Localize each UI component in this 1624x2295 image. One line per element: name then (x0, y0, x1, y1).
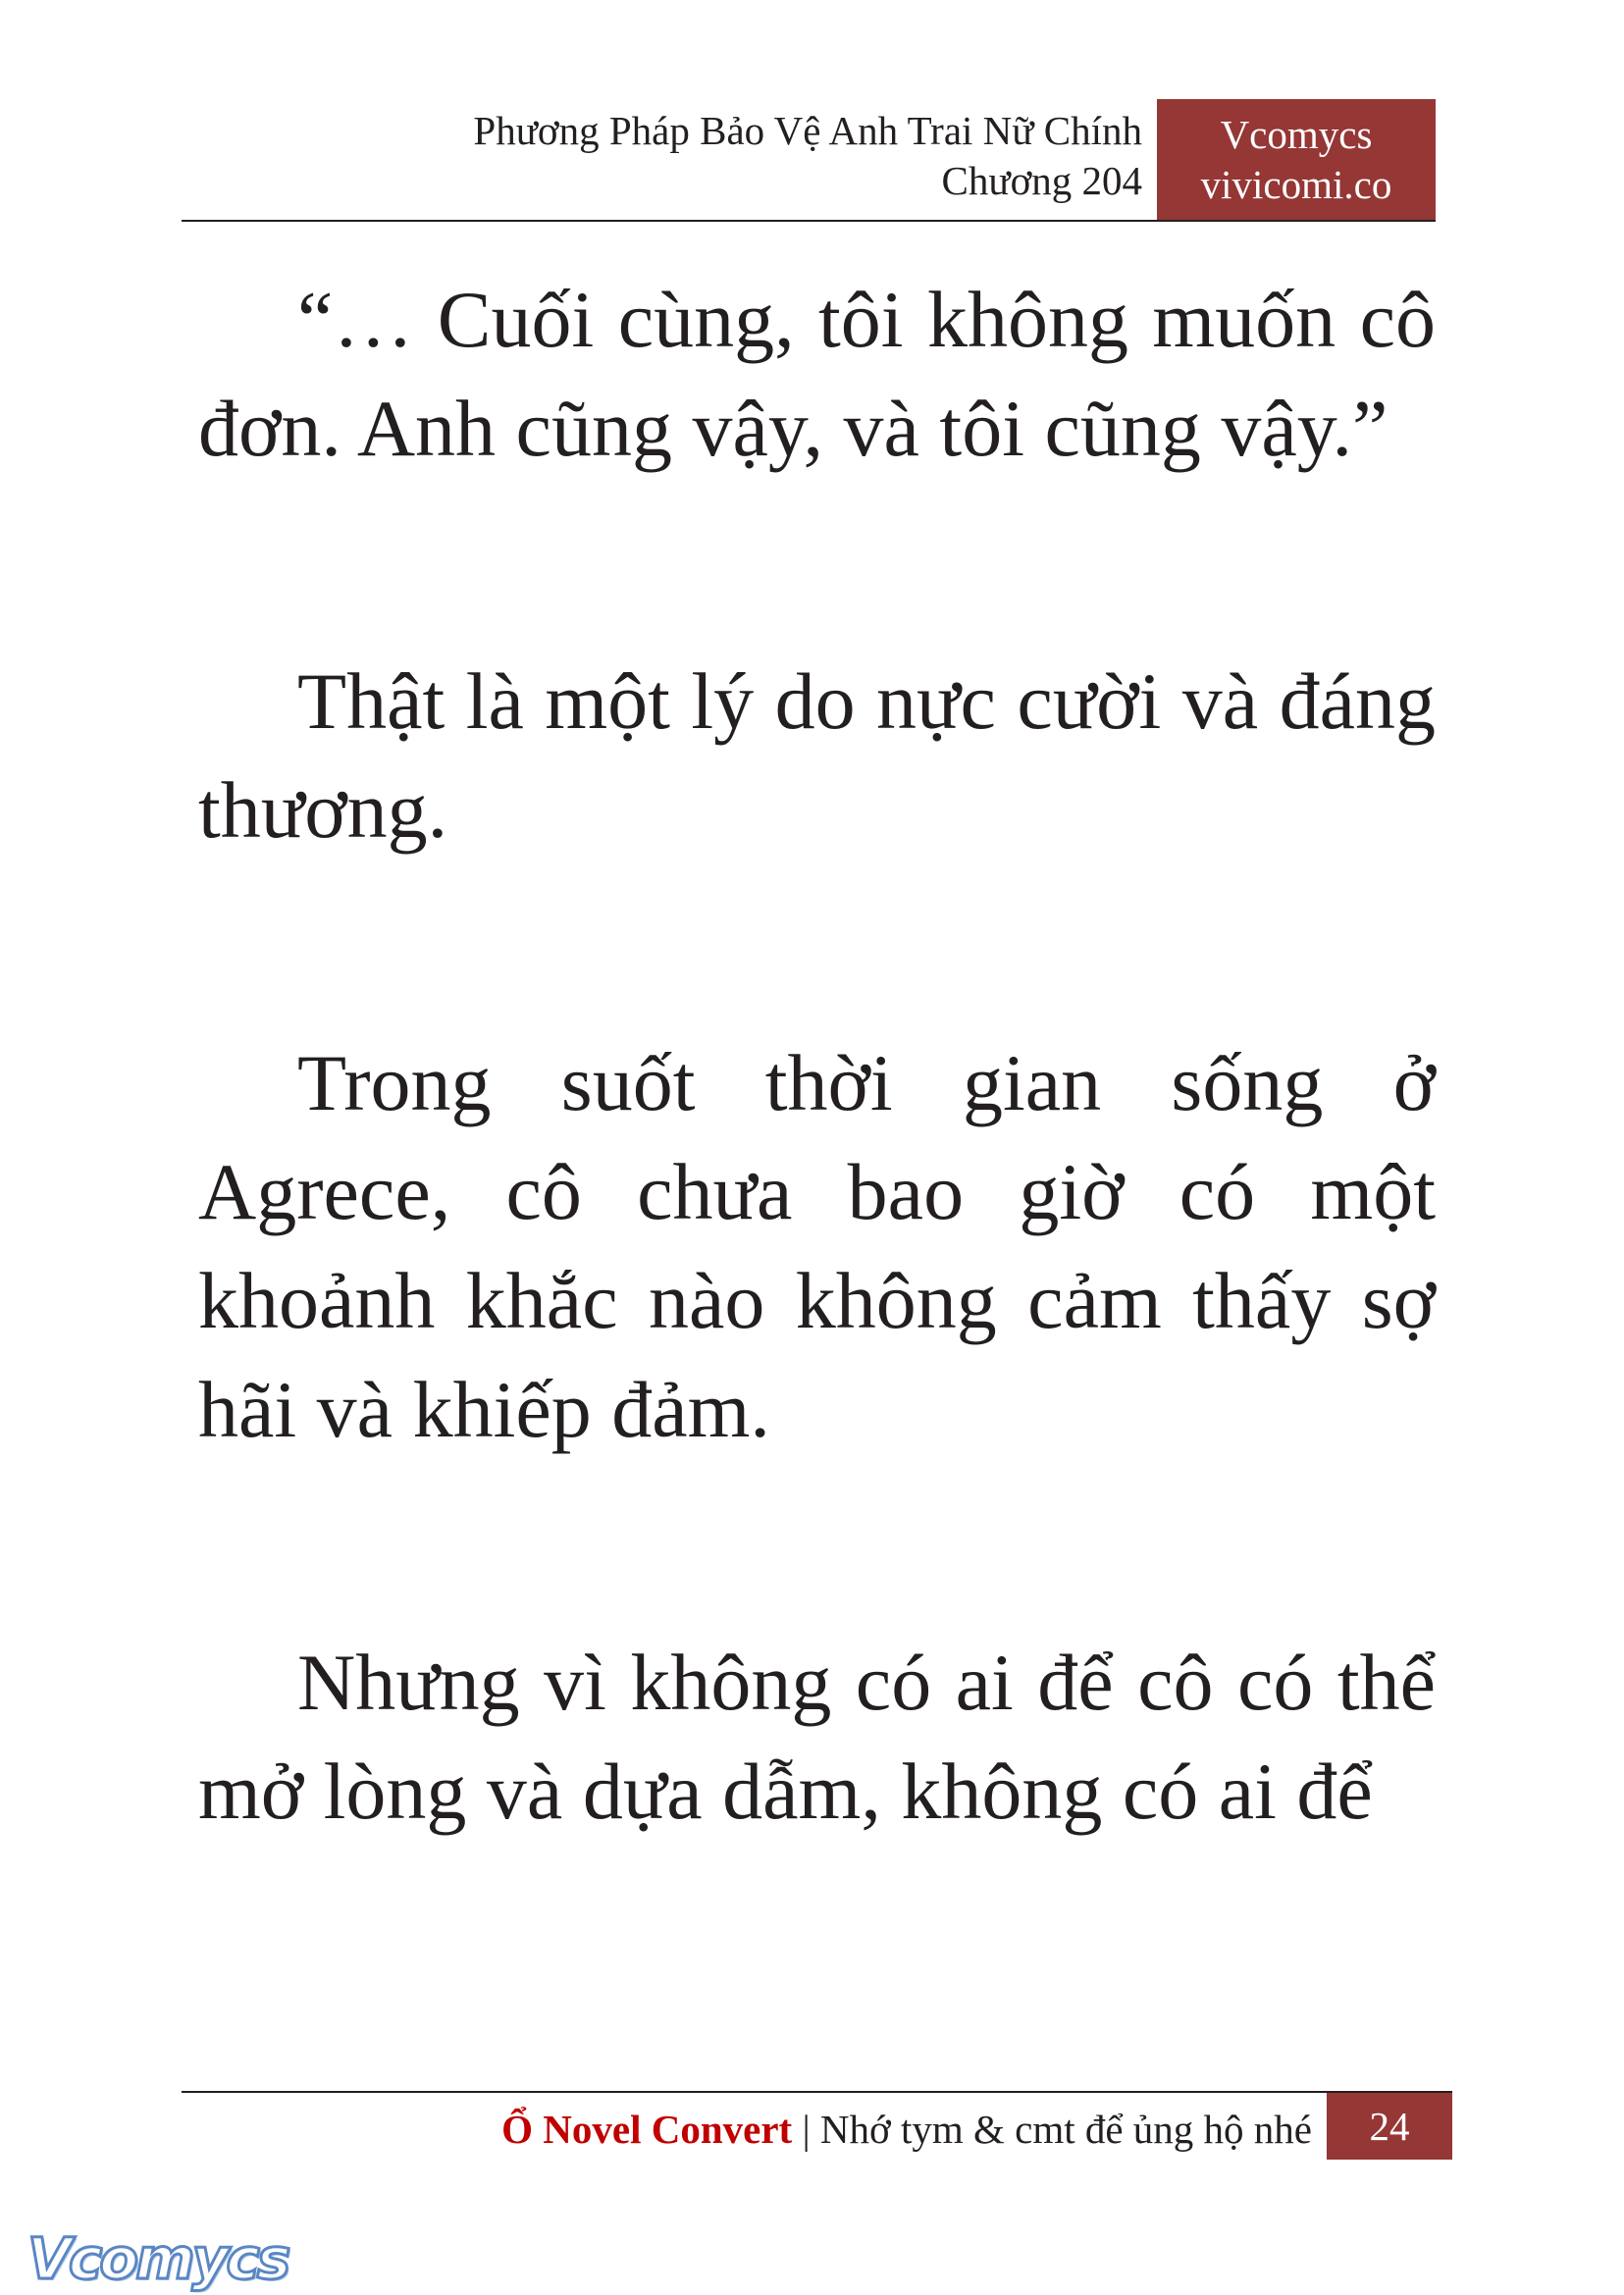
header-divider (182, 220, 1436, 222)
page-header-titles (259, 106, 1142, 206)
paragraph-4: Nhưng vì không có ai để cô có thể mở lòng và dựa dẫm, không có ai để (198, 1638, 1436, 1836)
site-badge (1157, 99, 1436, 221)
footer-message: Nhớ tym & cmt để ủng hộ nhé (819, 2107, 1312, 2152)
footer-divider (182, 2091, 1452, 2093)
chapter-body (198, 265, 1436, 2009)
chapter-label: Chương 204 (941, 158, 1142, 203)
paragraph-2: Thật là một lý do nực cười và đáng thương. (198, 656, 1436, 855)
book-title: Phương Pháp Bảo Vệ Anh Trai Nữ Chính (473, 108, 1142, 153)
paragraph-1: “… Cuối cùng, tôi không muốn cô đơn. Anh cũng vậy, và tôi cũng vậy.” (198, 275, 1436, 473)
watermark-logo: Vcomycs (27, 2225, 288, 2292)
site-badge-name: Vcomycs (1220, 112, 1373, 157)
page-footer (331, 2100, 1312, 2159)
paragraph-3: Trong suốt thời gian sống ở Agrece, cô chưa bao giờ có một khoảnh khắc nào không cảm thấy sợ hãi và khiếp đảm. (198, 1038, 1436, 1454)
page-number: 24 (1327, 2093, 1452, 2160)
footer-brand: Ổ Novel Convert (501, 2107, 793, 2152)
site-badge-url: vivicomi.co (1200, 162, 1392, 207)
footer-separator: | (802, 2107, 811, 2152)
